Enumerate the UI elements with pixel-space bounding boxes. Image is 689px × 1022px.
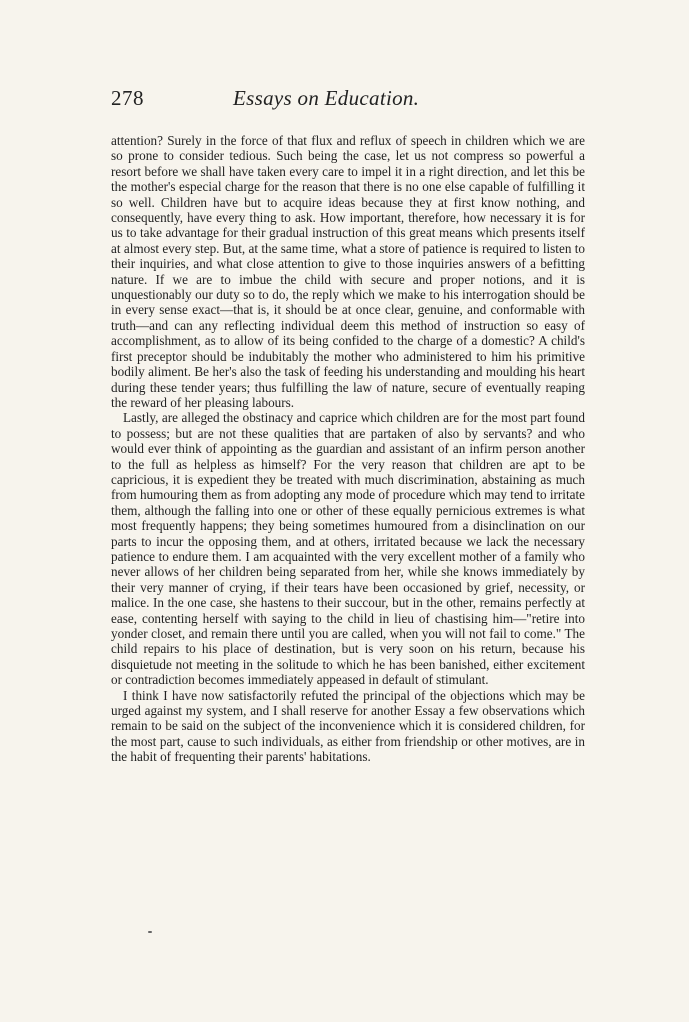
page-header (111, 86, 585, 116)
ink-mark (148, 931, 152, 933)
paragraph-1: attention? Surely in the force of that flux and reflux of speech in children which we are so prone to consider tedious. Such being the case, let us not compress so powerful a resort before we shall have taken every care to impel it in a right direction, and let this be the mother's especial charge for the reason that there is no one else capable of fulfilling it so well. Children have but to acquire ideas because they at first know nothing, and consequently, have every thing to ask. How important, therefore, how necessary it is for us to take advantage for their gradual instruction of this great means which presents itself at almost every step. But, at the same time, what a store of patience is required to listen to their inquiries, and what close attention to give to those inquiries answers of a befitting nature. If we are to imbue the child with secure and proper notions, and it is unquestionably our duty so to do, the reply which we make to his interrogation should be in every sense exact—that is, it should be at once clear, genuine, and conformable with truth—and can any reflecting individual deem this method of instruction so easy of accomplishment, as to allow of its being confided to the charge of a domestic? A child's first preceptor should be indubitably the mother who administered to him his primitive bodily aliment. Be her's also the task of feeding his understanding and moulding his heart during these tender years; thus fulfilling the law of nature, secure of eventually reaping the reward of her pleasing labours. (111, 133, 585, 410)
paragraph-3: I think I have now satisfactorily refuted the principal of the objections which may be urged against my system, and I shall reserve for another Essay a few observations which remain to be said on the subject of the inconvenience which it is considered children, for the most part, cause to such individuals, as either from friendship or other motives, are in the habit of frequenting their parents' habitations. (111, 687, 585, 765)
paragraph-2: Lastly, are alleged the obstinacy and caprice which children are for the most part found to possess; but are not these qualities that are partaken of also by servants? and who would ever think of appointing as the guardian and assistant of an infirm person another to the full as helpless as himself? For the very reason that children are apt to be capricious, it is expedient they be treated with much discrimination, abstaining as much from humouring them as from adopting any mode of procedure which may tend to irritate them, although the falling into one or other of these equally pernicious extremes is what most frequently happens; they being sometimes humoured from a disinclination on our parts to incur the opposing them, and at others, irritated because we lack the necessary patience to endure them. I am acquainted with the very excellent mother of a family who never allows of her children being separated from her, while she knows immediately by their very manner of crying, if their tears have been occasioned by grief, necessity, or malice. In the one case, she hastens to their succour, but in the other, remains perfectly at ease, contenting herself with saying to the child in lieu of chastising him—"retire into yonder closet, and remain there until you are called, when you will not fail to come." The child repairs to his place of destination, but is very soon on his return, because his disquietude not meeting in the solitude to which he has been banished, either excitement or contradiction becomes immediately appeased in default of stimulant. (111, 410, 585, 688)
page-number: 278 (111, 86, 144, 110)
running-title: Essays on Education. (233, 86, 420, 110)
body-text (111, 133, 585, 765)
